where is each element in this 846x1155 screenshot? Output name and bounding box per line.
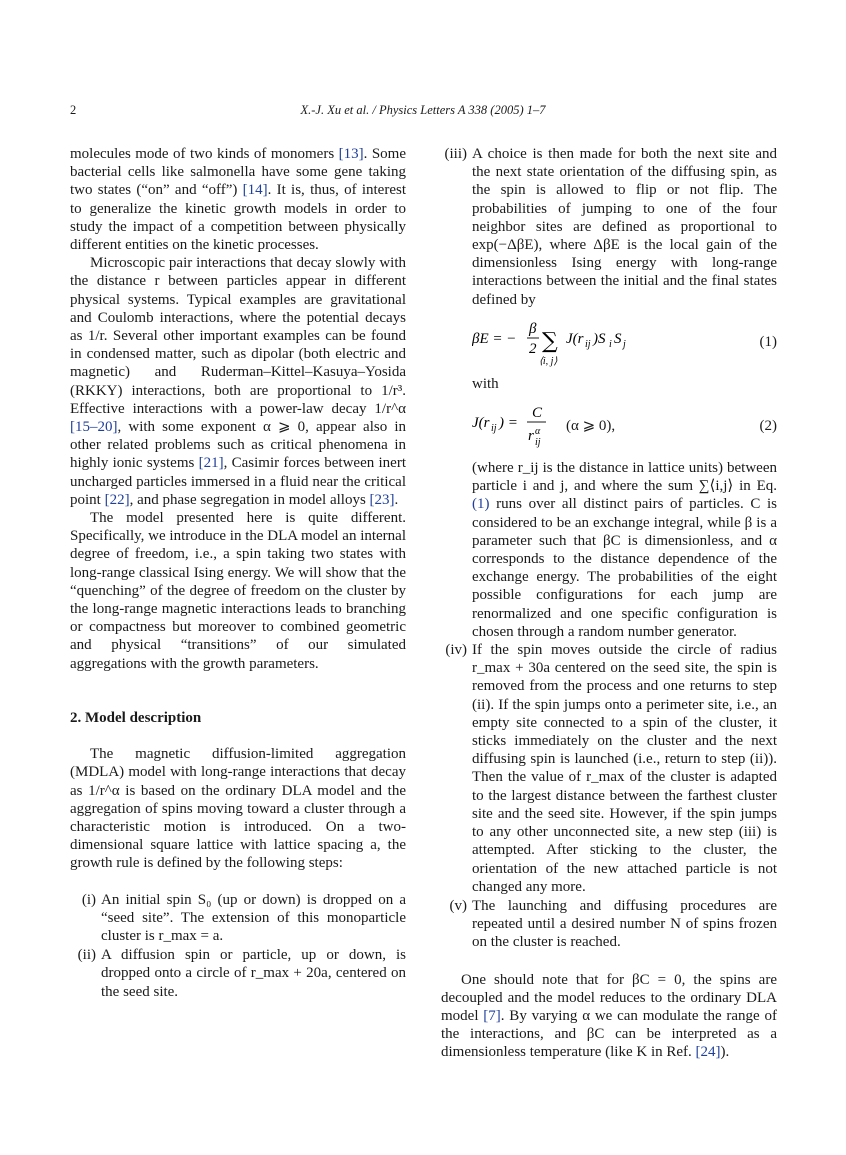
svg-text:)S: )S <box>593 330 606 347</box>
citation-link[interactable]: [21] <box>198 455 224 472</box>
equation-2-condition: (α ⩾ 0), <box>566 418 616 435</box>
citation-link[interactable]: [24] <box>695 1044 721 1061</box>
step-number: (v) <box>449 897 467 914</box>
step-text: The launching and diffusing procedures are repeated until a desired number N of spins frozen on the cluster is reached. <box>472 897 777 951</box>
svg-text:j: j <box>623 338 626 350</box>
paragraph-mdla-description: The magnetic diffusion-limited aggregation (MDLA) model with long-range interactions that decay as 1/r^α is based on the ordinary DLA model and the aggregation of spins moving toward a cluster through a characteristic motion is introduced. On a two-dimensional square lattice with lattice spacing a, the growth rule is defined by the following steps: <box>70 746 406 872</box>
equation-2 <box>441 401 777 455</box>
paragraph-conclusion: One should note that for βC = 0, the spins are decoupled and the model reduces to the ordinary DLA model [7]. By varying α we can modulate the range of the interactions, and βC can be interpreted as a dimensionless temperature (like K in Ref. [24]). <box>441 971 777 1061</box>
step-number: (i) <box>81 891 96 908</box>
equation-number: (1) <box>759 333 777 350</box>
citation-link[interactable]: [22] <box>104 491 130 508</box>
page-number: 2 <box>70 103 77 117</box>
citation-link[interactable]: [13] <box>338 146 364 162</box>
page-header <box>70 103 776 123</box>
running-head: X.-J. Xu et al. / Physics Letters A 338 (2005) 1–7 <box>300 103 546 117</box>
svg-text:ij: ij <box>535 437 541 449</box>
step-item-i <box>70 891 406 946</box>
step-number: (ii) <box>77 947 96 964</box>
step-item-ii <box>70 946 406 1001</box>
equation-link[interactable]: (1) <box>472 496 490 513</box>
spacer <box>70 873 406 891</box>
spacer <box>441 953 777 971</box>
citation-link[interactable]: [14] <box>242 182 268 199</box>
step-item-iv <box>441 641 777 896</box>
svg-text:ij: ij <box>491 423 497 435</box>
equation-number: (2) <box>759 418 777 435</box>
left-column <box>70 145 406 1002</box>
with-label: with <box>472 375 499 392</box>
step-iii-continued: (where r_ij is the distance in lattice units) between particle i and j, and where the sum ∑⟨i,j⟩ in Eq. (1) runs over all distinct pairs of particles. C is considered to be an exchange integral, while β is a parameter such that βC is dimensionless, and α corresponds to the distance dependence of the exchange energy. The probabilities of the eight possible configurations for each jump are renormalized and one specific configuration is chosen through a random number generator. <box>472 460 777 640</box>
svg-text:β: β <box>529 320 537 337</box>
svg-text:J(r: J(r <box>472 415 490 432</box>
svg-text:r: r <box>528 428 534 445</box>
equation-1-formula <box>472 317 732 371</box>
step-number: (iii) <box>444 146 467 162</box>
citation-link[interactable]: [7] <box>483 1007 501 1024</box>
citation-link[interactable]: [15–20] <box>70 419 118 436</box>
svg-text:S: S <box>614 330 622 347</box>
equation-1 <box>441 317 777 371</box>
step-number: (iv) <box>445 642 467 659</box>
svg-text:βE = −: βE = − <box>472 330 517 347</box>
step-text: An initial spin S₀ (up or down) is dropped on a “seed site”. The extension of this monoparticle cluster is r_max = a. <box>101 891 406 944</box>
right-column <box>441 145 777 1062</box>
svg-text:C: C <box>532 405 543 422</box>
step-item-v <box>441 897 777 952</box>
svg-text:⟨i, j⟩: ⟨i, j⟩ <box>539 355 558 367</box>
svg-text:2: 2 <box>529 340 537 357</box>
step-text: A diffusion spin or particle, up or down, is dropped onto a circle of r_max + 20a, centered on the seed site. <box>101 947 406 1000</box>
step-text: If the spin moves outside the circle of radius r_max + 30a centered on the seed site, the spin is removed from the process and one returns to step (ii). If the spin jumps onto a perimeter site, i.e., an empty site connected to a spin of the cluster, it sticks immediately on the cluster and the next diffusing spin is launched (i.e., return to step (ii)). Then the value of r_max of the cluster is adapted to the largest distance between the farthest cluster site and the seed site. However, if the spin jumps to any other unconnected site, a new step (iii) is attempted. After sticking to the cluster, the orientation of the new attached particle is not changed any more. <box>472 642 777 895</box>
svg-text:α: α <box>535 426 541 438</box>
svg-text:) =: ) = <box>499 415 518 432</box>
section-heading: 2. Model description <box>70 709 202 726</box>
svg-text:J(r: J(r <box>566 330 584 347</box>
svg-text:i: i <box>609 338 612 350</box>
step-item-iii <box>441 145 777 309</box>
paragraph-intro-continued: molecules mode of two kinds of monomers [13]. Some bacterial cells like salmonella have some gene taking two states (“on” and “off”) [14]. It is, thus, of interest to generalize the kinetic growth models in order to study the impact of a competition between physically different entities on the kinetic processes. <box>70 146 406 254</box>
paragraph-model-summary: The model presented here is quite different. Specifically, we introduce in the DLA model an internal degree of freedom, i.e., a spin taking two states with long-range classical Ising energy. We will show that the “quenching” of the degree of freedom on the cluster by the long-range magnetic interactions leads to branching or compactness but moreover to combined geometric and physical “transitions” of our simulated aggregations with the growth parameters. <box>70 510 407 672</box>
step-text: A choice is then made for both the next site and the next state orientation of the diffusing spin, as the spin is allowed to flip or not flip. The probabilities of jumping to one of the four neighbor sites are defined as proportional to exp(−ΔβE), where ΔβE is the local gain of the dimensionless Ising energy with long-range interactions between the initial and the final states defined by <box>472 146 777 308</box>
paragraph-pair-interactions: Microscopic pair interactions that decay slowly with the distance r between particles appear in different physical systems. Typical examples are gravitational and Coulomb interactions, where the potential decays as 1/r. Several other important examples can be found in condensed matter, such as dipolar (both electric and magnetic) and Ruderman–Kittel–Kasuya–Yosida (RKKY) interactions, both are proportional to 1/r³. Effective interactions with a power-law decay 1/r^α [15–20], with some exponent α ⩾ 0, appear also in other related problems such as critical phenomena in highly ionic systems [21], Casimir forces between inert uncharged particles immersed in a fluid near the critical point [22], and phase segregation in model alloys [23]. <box>70 255 406 508</box>
svg-text:∑: ∑ <box>542 328 558 354</box>
citation-link[interactable]: [23] <box>369 491 395 508</box>
svg-text:ij: ij <box>585 338 591 350</box>
